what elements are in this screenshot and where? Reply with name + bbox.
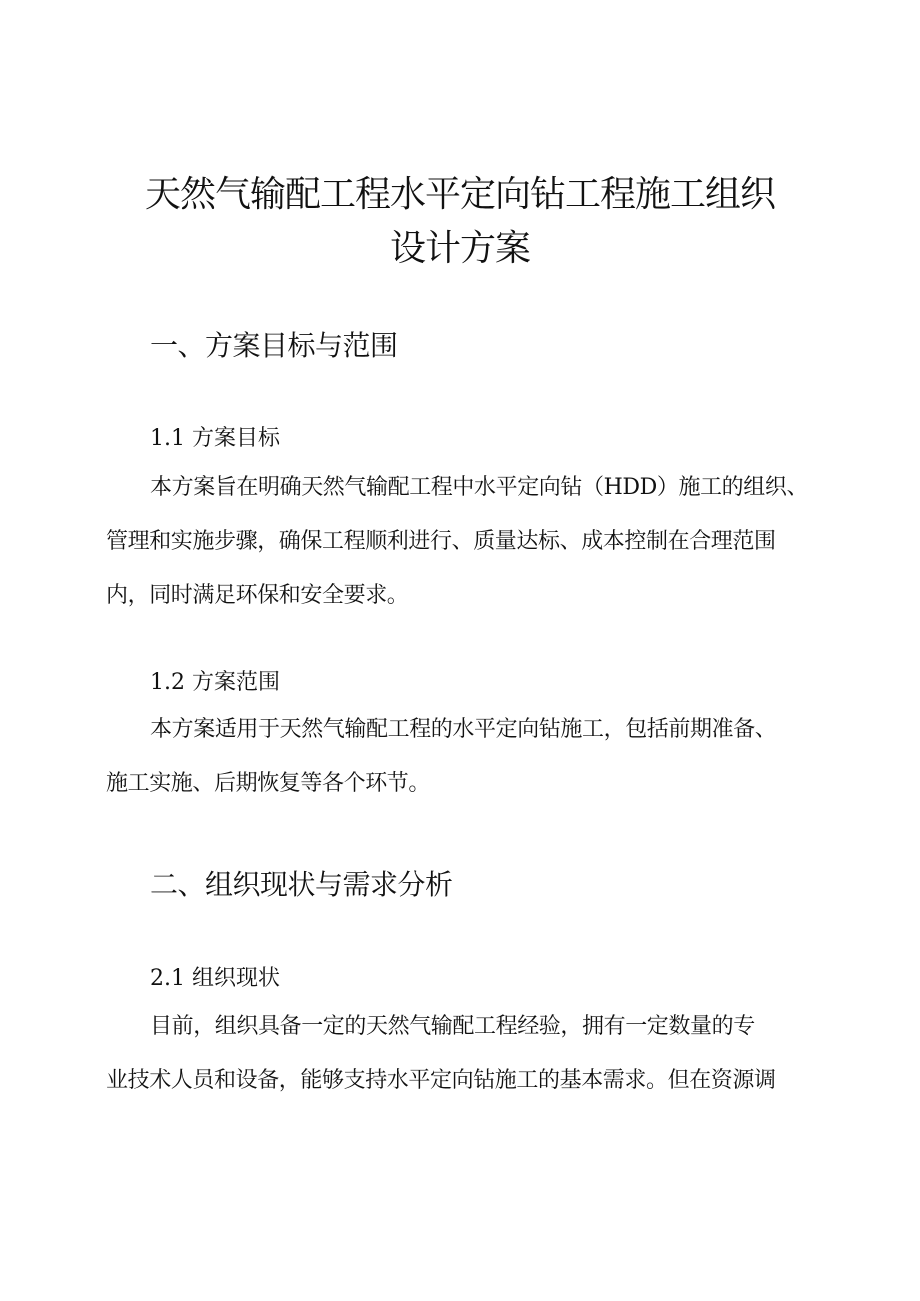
paragraph-line: 本方案适用于天然气输配工程的水平定向钻施工，包括前期准备、 — [150, 717, 777, 742]
title-line-2: 设计方案 — [389, 228, 530, 269]
subsection-1-2-heading: 1.2 方案范围 — [150, 670, 280, 695]
subsection-2-1-paragraph — [106, 1000, 826, 1108]
paragraph-line: 业技术人员和设备，能够支持水平定向钻施工的基本需求。但在资源调 — [106, 1068, 776, 1093]
subsection-1-2-paragraph — [106, 703, 826, 811]
paragraph-line: 施工实施、后期恢复等各个环节。 — [106, 771, 431, 796]
subsection-2-1-heading: 2.1 组织现状 — [150, 966, 280, 991]
subsection-1-1-paragraph — [106, 461, 826, 623]
subsection-1-1-heading: 1.1 方案目标 — [150, 426, 280, 451]
paragraph-line: 目前，组织具备一定的天然气输配工程经验，拥有一定数量的专 — [150, 1014, 755, 1039]
document-title — [100, 168, 820, 276]
title-line-1: 天然气输配工程水平定向钻工程施工组织 — [144, 174, 775, 215]
paragraph-line: 管理和实施步骤，确保工程顺利进行、质量达标、成本控制在合理范围 — [106, 529, 776, 554]
paragraph-line: 内，同时满足环保和安全要求。 — [106, 583, 409, 608]
section-1-heading: 一、方案目标与范围 — [150, 329, 398, 362]
paragraph-line: 本方案旨在明确天然气输配工程中水平定向钻（HDD）施工的组织、 — [150, 475, 809, 500]
section-2-heading: 二、组织现状与需求分析 — [150, 868, 453, 901]
